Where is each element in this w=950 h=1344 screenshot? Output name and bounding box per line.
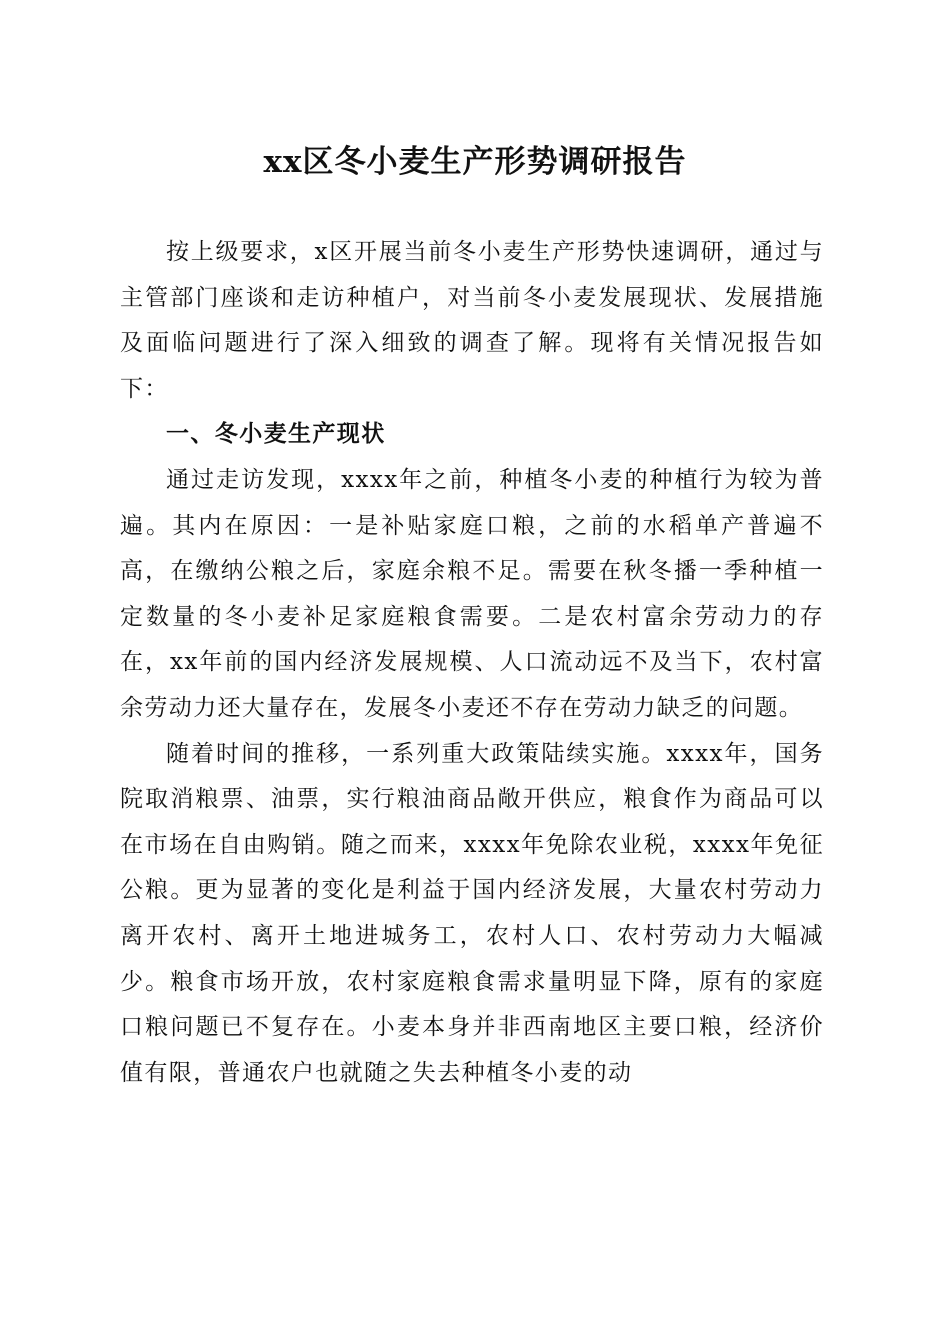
- body-paragraph: 随着时间的推移，一系列重大政策陆续实施。xxxx年，国务院取消粮票、油票，实行粮油商品敞开供应，粮食作为商品可以在市场在自由购销。随之而来，xxxx年免除农业税，xxxx年免征公粮。更为显著的变化是利益于国内经济发展，大量农村劳动力离开农村、离开土地进城务工，农村人口、农村劳动力大幅减少。粮食市场开放，农村家庭粮食需求量明显下降，原有的家庭口粮问题已不复存在。小麦本身并非西南地区主要口粮，经济价值有限，普通农户也就随之失去种植冬小麦的动: [120, 740, 824, 1086]
- document-title: xx区冬小麦生产形势调研报告: [263, 144, 687, 180]
- document-body: [120, 230, 824, 1096]
- intro-paragraph: 按上级要求，x区开展当前冬小麦生产形势快速调研，通过与主管部门座谈和走访种植户，对当前冬小麦发展现状、发展措施及面临问题进行了深入细致的调查了解。现将有关情况报告如下：: [120, 239, 824, 402]
- body-paragraph: 通过走访发现，xxxx年之前，种植冬小麦的种植行为较为普遍。其内在原因：一是补贴家庭口粮，之前的水稻单产普遍不高，在缴纳公粮之后，家庭余粮不足。需要在秋冬播一季种植一定数量的冬小麦补足家庭粮食需要。二是农村富余劳动力的存在，xx年前的国内经济发展规模、人口流动远不及当下，农村富余劳动力还大量存在，发展冬小麦还不存在劳动力缺乏的问题。: [120, 466, 824, 721]
- section-heading: 一、冬小麦生产现状: [166, 421, 386, 448]
